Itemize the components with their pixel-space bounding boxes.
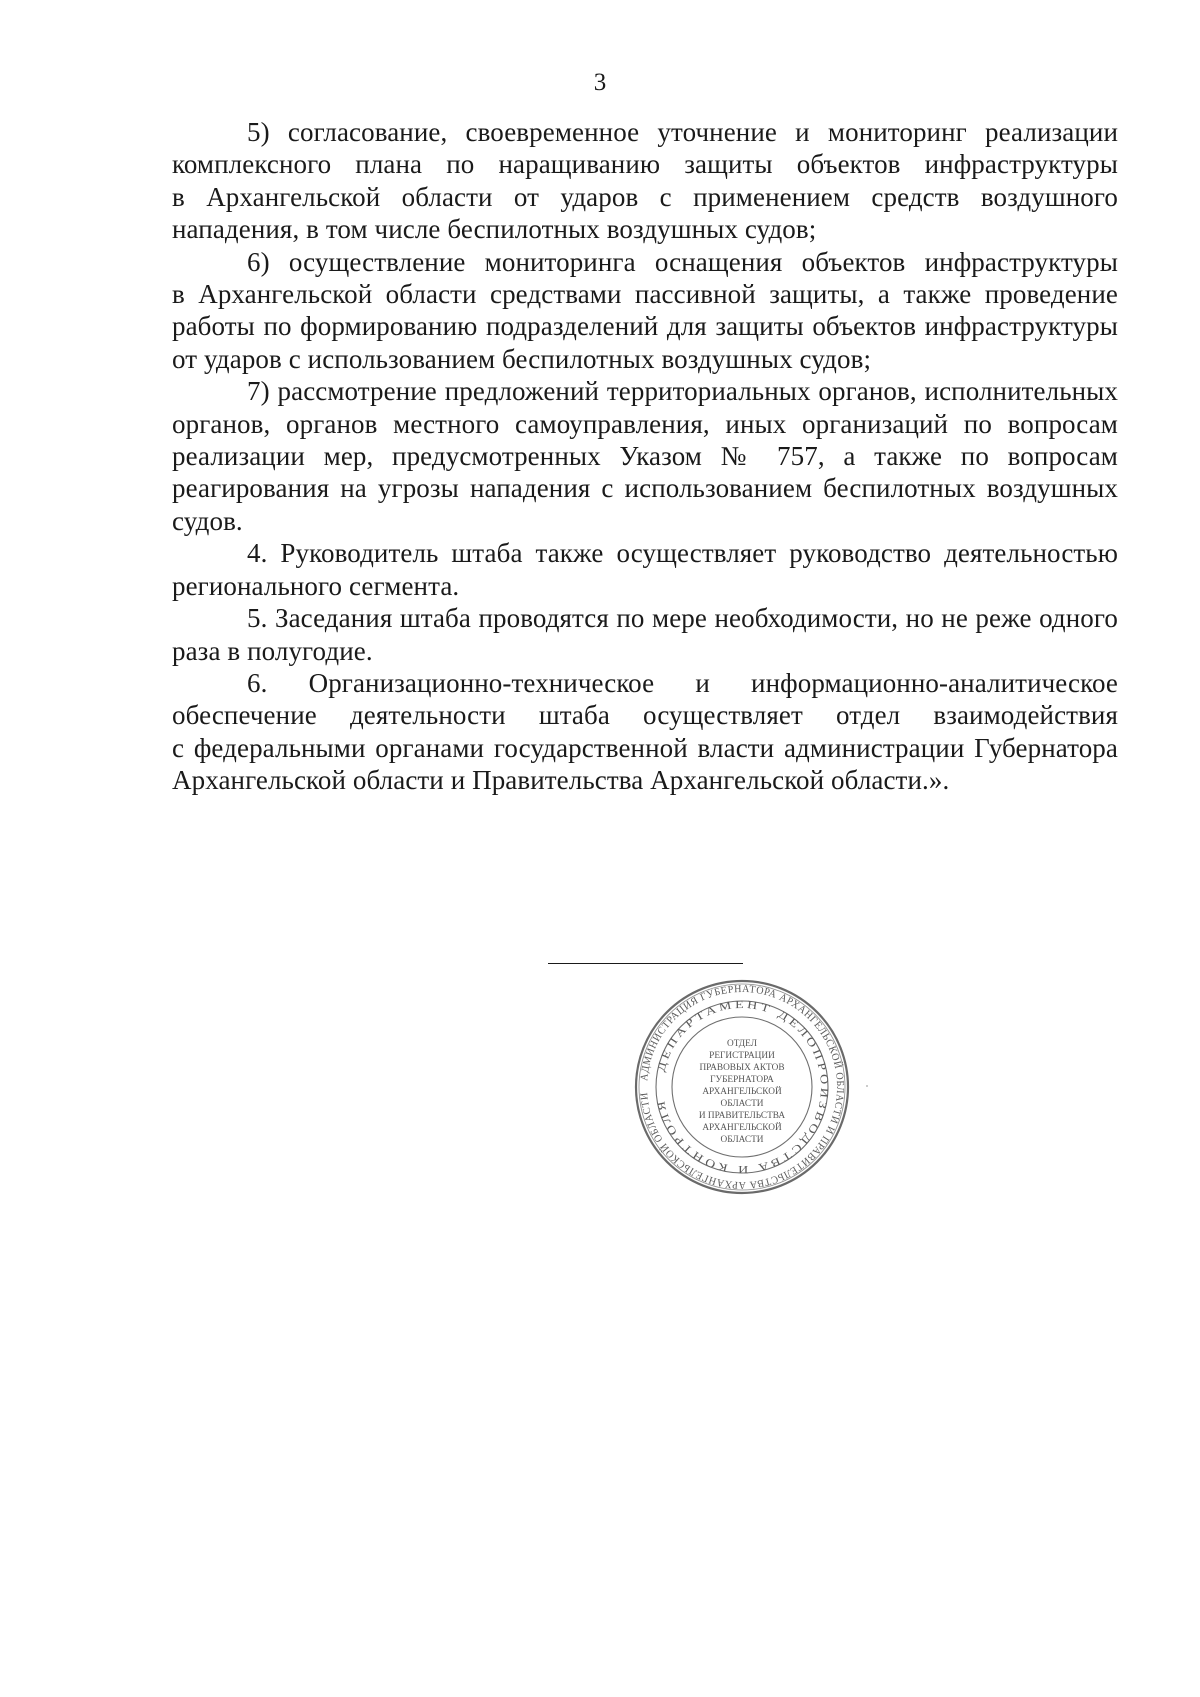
page-number: 3 — [593, 69, 607, 96]
seal-center-text — [699, 1039, 786, 1145]
paragraph-item-6: 6) осуществление мониторинга оснащения объектов инфраструктуры в Архангельской области средствами пассивной защиты, а также проведение работы по формированию подразделений для защиты объектов инфраструктуры от ударов с использованием беспилотных воздушных судов; — [172, 246, 1118, 374]
seal-outer-ring-text: АДМИНИСТРАЦИЯ ГУБЕРНАТОРА АРХАНГЕЛЬСКОЙ ОБЛАСТИ И ПРАВИТЕЛЬСТВА АРХАНГЕЛЬСКОЙ ОБЛАСТИ — [639, 983, 846, 1191]
document-body — [172, 116, 1118, 797]
seal-center-line: ГУБЕРНАТОРА — [710, 1075, 774, 1085]
end-of-document-line — [548, 963, 743, 964]
official-seal — [633, 978, 851, 1196]
scan-speck — [866, 1085, 868, 1087]
seal-center-line: АРХАНГЕЛЬСКОЙ — [702, 1123, 782, 1133]
seal-center-line: ОБЛАСТИ — [720, 1135, 764, 1145]
paragraph-section-4: 4. Руководитель штаба также осуществляет руководство деятельностью регионального сегмента. — [172, 538, 1118, 601]
paragraph-section-6: 6. Организационно-техническое и информационно-аналитическое обеспечение деятельности штаба осуществляет отдел взаимодействия с федеральными органами государственной власти администрации Губернатора Архангельской области и Правительства Архангельской области.». — [172, 667, 1118, 796]
seal-inner-ring-text: ДЕПАРТАМЕНТ ДЕЛОПРОИЗВОДСТВА И КОНТРОЛЯ — [655, 998, 831, 1176]
seal-center-line: ПРАВОВЫХ АКТОВ — [699, 1063, 785, 1073]
paragraph-section-5: 5. Заседания штаба проводятся по мере необходимости, но не реже одного раза в полугодие. — [172, 603, 1118, 666]
seal-center-line: ОТДЕЛ — [726, 1039, 758, 1049]
seal-center-line: ОБЛАСТИ — [720, 1099, 764, 1109]
seal-center-line: И ПРАВИТЕЛЬСТВА — [698, 1111, 786, 1121]
seal-center-line: АРХАНГЕЛЬСКОЙ — [702, 1087, 782, 1097]
paragraph-item-5: 5) согласование, своевременное уточнение и мониторинг реализации комплексного плана по наращиванию защиты объектов инфраструктуры в Архангельской области от ударов с применением средств воздушного нападения, в том числе беспилотных воздушных судов; — [172, 117, 1118, 245]
paragraph-item-7: 7) рассмотрение предложений территориальных органов, исполнительных органов, органов местного самоуправления, иных организаций по вопросам реализации мер, предусмотренных Указом № 757, а также по вопросам реагирования на угрозы нападения с использованием беспилотных воздушных судов. — [172, 376, 1118, 536]
seal-center-line: РЕГИСТРАЦИИ — [709, 1051, 775, 1061]
official-seal-graphic — [633, 978, 851, 1196]
